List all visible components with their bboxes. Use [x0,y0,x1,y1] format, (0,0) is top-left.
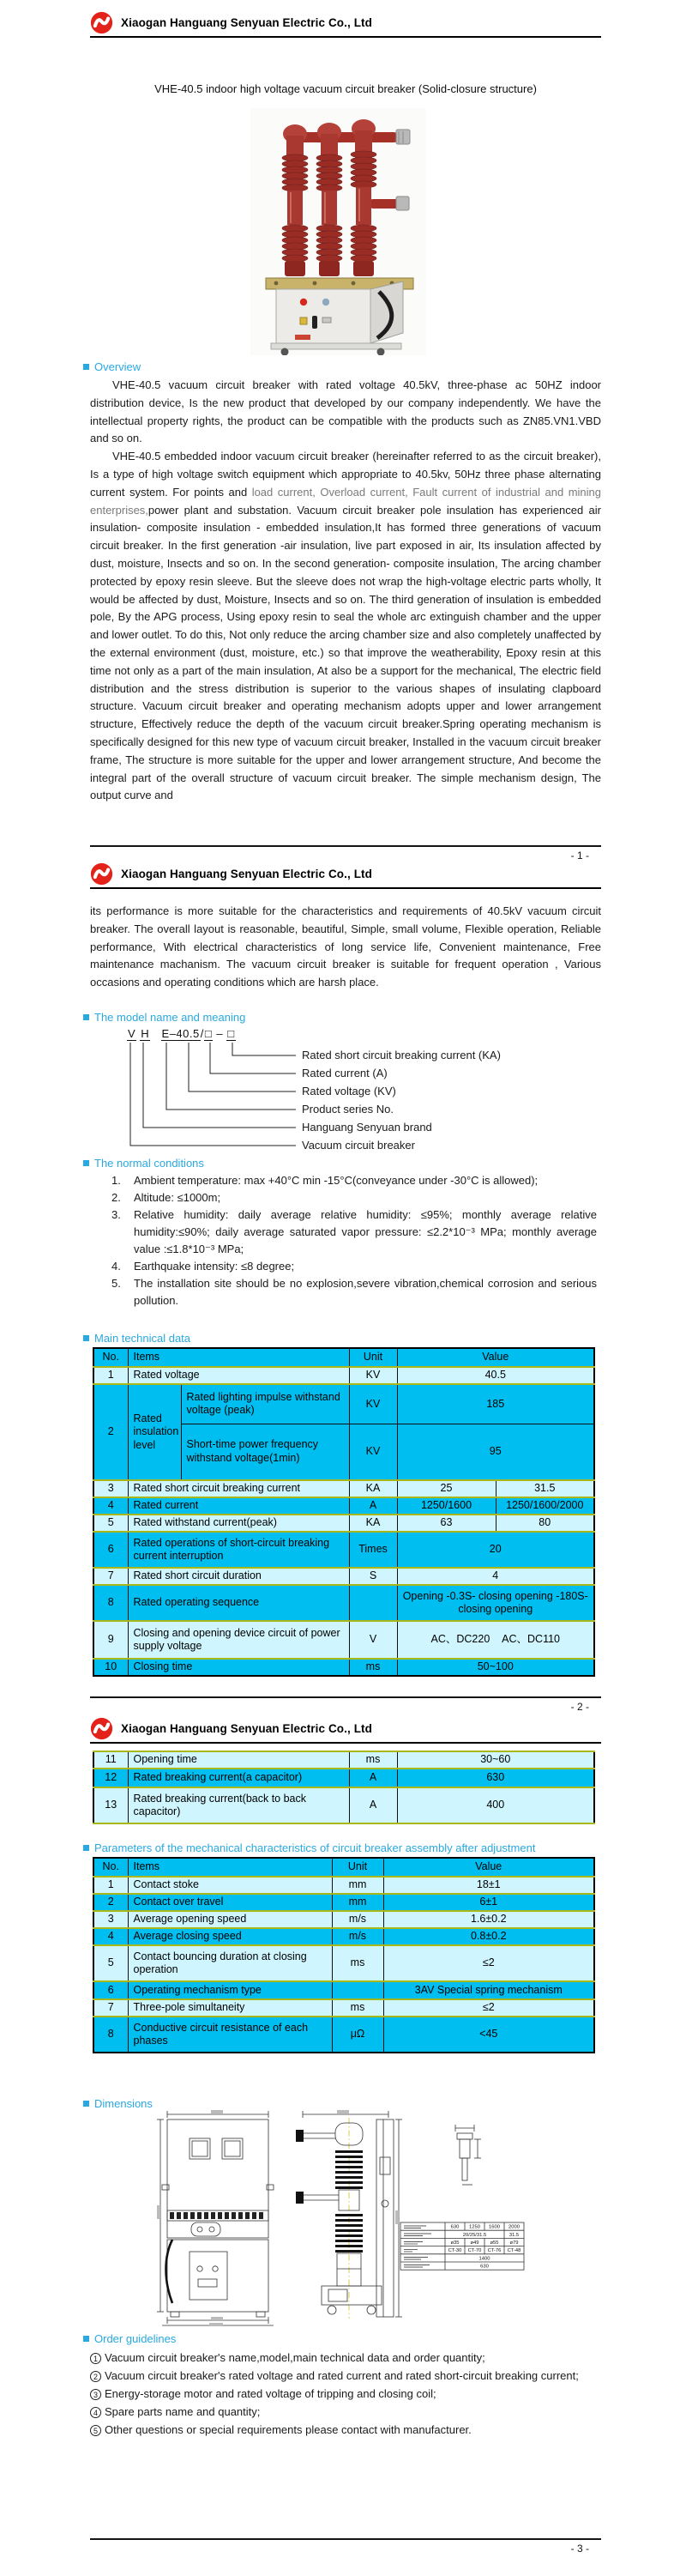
page3-footer-rule [90,2538,601,2540]
section-mechanical-parameters [83,1841,535,1854]
condition-item [111,1206,597,1258]
condition-item [111,1258,597,1275]
dim-table-value: 630 [450,2224,460,2230]
model-code-part: □ [227,1027,235,1040]
page2-header [90,860,601,889]
order-text: Energy-storage motor and rated voltage of tripping and closing coil; [105,2387,436,2400]
order-number: 4 [90,2407,101,2418]
table-row: 7 Three-pole simultaneity ms ≤2 [93,1999,594,2017]
order-guidelines-list [90,2349,599,2439]
table-row: 13 Rated breaking current(back to back capacitor) A 400 [93,1787,594,1823]
order-text: Vacuum circuit breaker's name,model,main technical data and order quantity; [105,2351,485,2364]
table-row: 4 Rated current A 1250/1600 1250/1600/2000 [93,1497,594,1515]
overview-paragraph-3: its performance is more suitable for the characteristics and requirements of 40.5kV vacuum circuit breaker. The overall layout is reasonable, beautiful, Simple, small volume, Flexible operation, Reliable performance, With electrical characteristics of long service life, Convenient maintenance, Free maintenance machanism. The vacuum circuit breaker is suitable for frequent operation , Various occasions and operating conditions which are harsh place. [90,904,601,989]
page1-header [90,9,601,38]
header-items: Items [128,1858,332,1877]
dim-table-value: CT-70 [467,2248,482,2254]
header-no: No. [93,1348,128,1367]
table-row: Short-time power frequency withstand voltage(1min) KV 95 [93,1424,594,1480]
overview-p2-segment: VHE-40.5 embedded indoor vacuum circuit breaker (hereinafter referred to as the circuit breaker), Is a type of high voltage switch equipment which appropriate to 40.5kv, 50Hz three phase alternating current system. For points and [90,450,601,499]
section-order-title: Order guidelines [94,2332,177,2345]
table-row: 6 Operating mechanism type 3AV Special spring mechanism [93,1981,594,1999]
order-number: 5 [90,2425,101,2436]
table-header-row [93,1348,594,1367]
condition-text: Earthquake intensity: ≤8 degree; [134,1260,295,1273]
section-bullet [83,1335,89,1341]
table-row: 11 Opening time ms 30~60 [93,1751,594,1769]
order-item [90,2349,599,2367]
order-number: 2 [90,2371,101,2382]
dim-table-value: CT-30 [448,2248,462,2254]
page2-number: - 2 - [570,1701,589,1713]
model-label: Rated current (A) [302,1067,388,1079]
table-row: 3 Average opening speed m/s 1.6±0.2 [93,1911,594,1928]
model-code [127,1027,236,1040]
dim-table-value: CT-48 [507,2248,521,2254]
table-row: 2 Rated insulation level Rated lighting impulse withstand voltage (peak) KV 185 [93,1384,594,1424]
order-item [90,2385,599,2403]
dim-table-value: ø55 [490,2240,499,2246]
overview-paragraph-2 [90,448,601,805]
page3-header [90,1714,601,1744]
model-label: Rated voltage (KV) [302,1085,396,1098]
dim-table-value: ø49 [470,2240,479,2246]
dim-table-value: 20/25/31.5 [462,2232,487,2238]
dim-table-value: ø79 [509,2240,519,2246]
order-number: 3 [90,2389,101,2400]
model-label: Hanguang Senyuan brand [302,1121,432,1134]
table-row: 3 Rated short circuit breaking current KA 25 31.5 [93,1480,594,1497]
dim-table-value: 1250 [469,2224,480,2230]
dim-table-value: 1400 [478,2256,490,2262]
page-title: VHE-40.5 indoor high voltage vacuum circuit breaker (Solid-closure structure) [154,82,537,95]
model-code-part: E–40.5 [161,1027,200,1040]
table-row: 6 Rated operations of short-circuit breaking current interruption Times 20 [93,1532,594,1568]
section-bullet [83,364,89,370]
section-normal-conditions [83,1157,204,1170]
model-label: Rated short circuit breaking current (KA) [302,1049,501,1061]
page2-footer-rule [90,1696,601,1698]
model-code-part: / [200,1027,204,1040]
model-code-part: – [216,1027,224,1040]
company-name: Xiaogan Hanguang Senyuan Electric Co., Ltd [121,867,372,880]
dimensions-drawing [81,2109,562,2329]
dim-table-value: 2000 [508,2224,520,2230]
order-item [90,2421,599,2439]
condition-number: 3. [111,1208,121,1221]
company-name: Xiaogan Hanguang Senyuan Electric Co., Ltd [121,1721,372,1735]
header-value: Value [397,1348,594,1367]
table-row: 4 Average closing speed m/s 0.8±0.2 [93,1928,594,1945]
condition-item [111,1189,597,1206]
main-technical-data-table-continued [93,1751,595,1824]
table-header-row [93,1858,594,1877]
order-item [90,2403,599,2421]
order-text: Vacuum circuit breaker's rated voltage and rated current and rated short-circuit breaking current; [105,2369,579,2382]
condition-text: The installation site should be no explosion,severe vibration,chemical corrosion and serious pollution. [134,1277,597,1307]
order-item [90,2367,599,2385]
table-row: 1 Rated voltage KV 40.5 [93,1367,594,1384]
condition-item [111,1275,597,1309]
section-bullet [83,1014,89,1020]
section-model-name [83,1011,245,1024]
header-unit: Unit [332,1858,383,1877]
section-model-title: The model name and meaning [94,1011,246,1024]
section-overview-title: Overview [94,360,141,373]
product-photo [250,108,426,355]
dim-table-value: 1600 [489,2224,500,2230]
condition-item [111,1172,597,1189]
section-dimensions [83,2097,153,2110]
order-text: Spare parts name and quantity; [105,2405,261,2418]
order-number: 1 [90,2353,101,2364]
overview-paragraph-1: VHE-40.5 vacuum circuit breaker with rated voltage 40.5kV, three-phase ac 50HZ indoor distribution device, Is the new product that developed by our company independently. We have the intellectual property rights, the product can be compatible with the products such as ZN85.VN1.VBD and so on. [90,378,601,445]
dim-table-value: 630 [480,2264,489,2270]
section-main-technical-data [83,1332,190,1345]
table-row: 8 Conductive circuit resistance of each phases μΩ <45 [93,2017,594,2053]
company-logo-icon [90,862,113,886]
condition-text: Ambient temperature: max +40°C min -15°C(conveyance under -30°C is allowed); [134,1174,539,1187]
header-items: Items [128,1348,349,1367]
section-bullet [83,2336,89,2342]
page1-number: - 1 - [570,850,589,862]
condition-number: 1. [111,1174,121,1187]
page3-number: - 3 - [570,2543,589,2555]
table-row: 9 Closing and opening device circuit of power supply voltage V AC、DC220 AC、DC110 [93,1621,594,1659]
table-row: 7 Rated short circuit duration S 4 [93,1568,594,1585]
model-code-part: V [128,1027,136,1040]
model-code-part: □ [204,1027,213,1040]
company-logo-icon [90,11,113,34]
company-name: Xiaogan Hanguang Senyuan Electric Co., Ltd [121,15,372,29]
header-value: Value [383,1858,594,1877]
table-row: 5 Contact bouncing duration at closing operation ms ≤2 [93,1945,594,1981]
main-technical-data-table [93,1347,595,1677]
condition-number: 2. [111,1191,121,1204]
table-row: 12 Rated breaking current(a capacitor) A 630 [93,1769,594,1787]
page1-footer-rule [90,845,601,847]
model-code-part: H [141,1027,150,1040]
normal-conditions-list [111,1172,597,1309]
section-order-guidelines [83,2332,176,2345]
condition-text: Altitude: ≤1000m; [134,1191,221,1204]
overview-text [90,377,601,842]
order-text: Other questions or special requirements please contact with manufacturer. [105,2423,472,2436]
overview-p2-gray-segment: load current, Overload current, Fault current of industrial and mining enterprises, [90,485,601,517]
condition-number: 5. [111,1277,121,1290]
header-no: No. [93,1858,128,1877]
section-mech-title: Parameters of the mechanical characteristics of circuit breaker assembly after adjustment [94,1841,536,1854]
condition-text: Relative humidity: daily average relative humidity: ≤95%; monthly average relative humidity:≤90%; daily average saturated vapor pressure: ≤2.2*10⁻³ MPa; monthly average value :≤1.8*10⁻³ MPa; [134,1208,597,1255]
header-unit: Unit [349,1348,397,1367]
condition-number: 4. [111,1260,121,1273]
mechanical-characteristics-table [93,1857,595,2053]
table-row: 8 Rated operating sequence Opening -0.3S- closing opening -180S- closing opening [93,1585,594,1621]
section-bullet [83,1845,89,1851]
table-row: 10 Closing time ms 50~100 [93,1659,594,1676]
table-row: 5 Rated withstand current(peak) KA 63 80 [93,1515,594,1532]
model-label: Product series No. [302,1103,394,1116]
section-bullet [83,1160,89,1166]
dim-table-value: 31.5 [508,2232,520,2238]
model-label: Vacuum circuit breaker [302,1139,415,1152]
company-logo-icon [90,1717,113,1740]
section-main-data-title: Main technical data [94,1332,191,1345]
dim-table-value: CT-76 [487,2248,502,2254]
overview-p2-segment: power plant and substation. Vacuum circuit breaker pole insulation has experienced air insulation- composite insulation - embedded insulation,It has formed three generations of vacuum circuit breaker. In the first generation -air insulation, live part exposed in air, Its insulation affected by dust, moisture, Insects and so on. In the second generation- composite insulation, The arcing chamber protected by epoxy resin sleeve. But the sleeve does not wrap the high-voltage electric parts wholly, It would be affected by dust, Moisture, Insects and so on. The third generation of insulation is embedded pole, By the APG process, Using epoxy resin to seal the whole arc extinguish chamber and the upper and lower outlet. To do this, Not only reduce the arcing chamber size and also completely unaffected by the external environment (dust, moisture, etc.) so that improve the weatherability, Epoxy resin at this time not only as a part of the main insulation, At also be a support for the mechanical, The electric field distribution and the stress distribution is superior to the various shapes of insulating clapboard structure. Vacuum circuit breaker and operating mechanism adopts upper and lower arrangement structure, Effectively reduce the depth of the vacuum circuit breaker.Spring operating mechanism is specifically designed for this new type of vacuum circuit breaker, Installed in the vacuum circuit breaker frame, The structure is more suitable for the upper and lower arrangement structure, And become the integral part of the overall structure of vacuum circuit breaker. The simple mechanism design, The output curve and [90,503,601,802]
section-dimensions-title: Dimensions [94,2097,153,2110]
table-row: 1 Contact stoke mm 18±1 [93,1877,594,1894]
section-bullet [83,2101,89,2107]
section-overview [83,360,141,373]
section-normal-title: The normal conditions [94,1157,204,1170]
dim-table-value: ø35 [450,2240,460,2246]
table-row: 2 Contact over travel mm 6±1 [93,1894,594,1911]
